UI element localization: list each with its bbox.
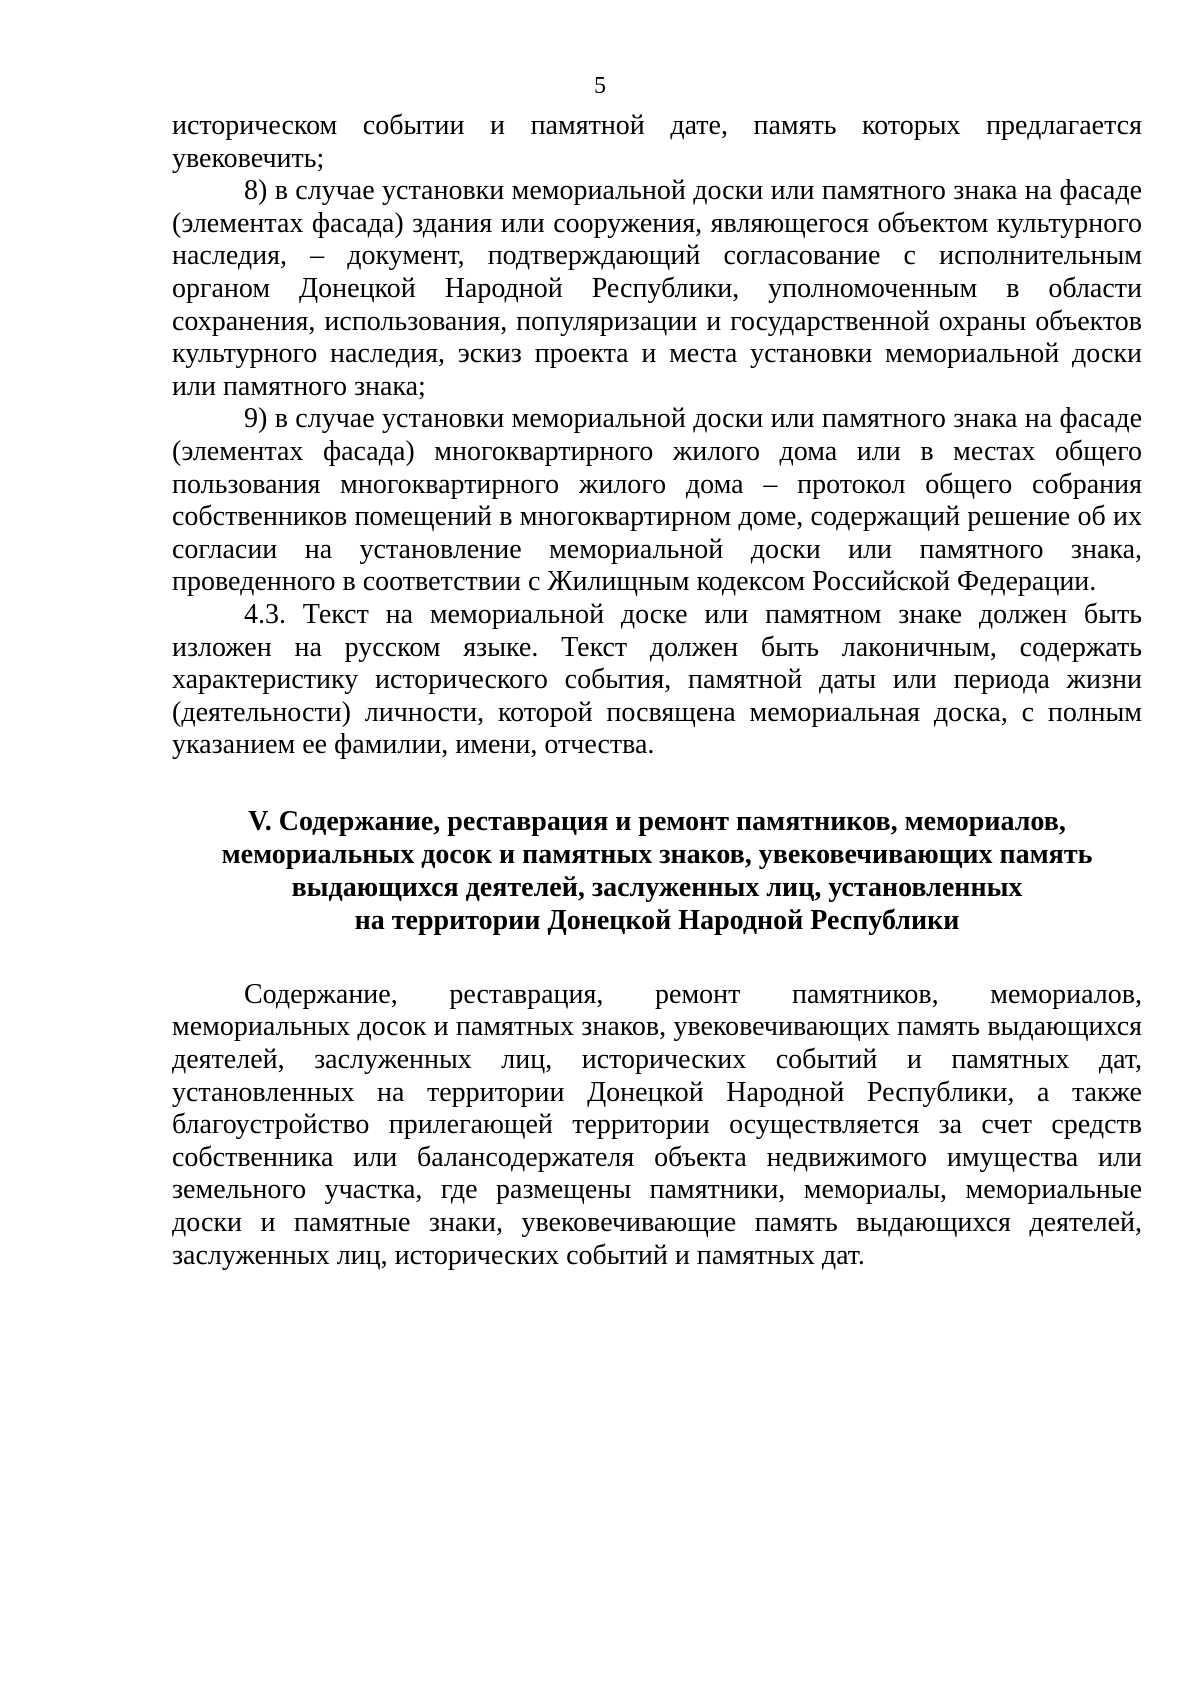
paragraph-item-8: 8) в случае установки мемориальной доски или памятного знака на фасаде (элементах фасада) здания или сооружения, являющегося объектом культурного наследия, – документ, подтверждающий согласование с исполнительным органом Донецкой Народной Республики, уполномоченным в области сохранения, использования, популяризации и государственной охраны объектов культурного наследия, эскиз проекта и места установки мемориальной доски или памятного знака;: [172, 175, 1142, 402]
paragraph-section-5: Содержание, реставрация, ремонт памятников, мемориалов, мемориальных досок и памятных знаков, увековечивающих память выдающихся деятелей, заслуженных лиц, исторических событий и памятных дат, установленных на территории Донецкой Народной Республики, а также благоустройство прилегающей территории осуществляется за счет средств собственника или балансодержателя объекта недвижимого имущества или земельного участка, где размещены памятники, мемориалы, мемориальные доски и памятные знаки, увековечивающие память выдающихся деятелей, заслуженных лиц, исторических событий и памятных дат.: [172, 978, 1142, 1271]
paragraph-clause-4-3: 4.3. Текст на мемориальной доске или памятном знаке должен быть изложен на русском языке. Текст должен быть лаконичным, содержать характеристику исторического события, памятной даты или периода жизни (деятельности) личности, которой посвящена мемориальная доска, с полным указанием ее фамилии, имени, отчества.: [172, 598, 1142, 761]
section-heading-line: на территории Донецкой Народной Республики: [354, 904, 960, 936]
section-heading-line: V. Содержание, реставрация и ремонт памятников, мемориалов,: [248, 805, 1066, 837]
page-number: 5: [594, 73, 606, 99]
section-heading: [172, 805, 1142, 937]
paragraph-item-9: 9) в случае установки мемориальной доски или памятного знака на фасаде (элементах фасада) многоквартирного жилого дома или в местах общего пользования многоквартирного жилого дома – протокол общего собрания собственников помещений в многоквартирном доме, содержащий решение об их согласии на установление мемориальной доски или памятного знака, проведенного в соответствии с Жилищным кодексом Российской Федерации.: [172, 403, 1142, 598]
section-heading-line: мемориальных досок и памятных знаков, увековечивающих память: [221, 838, 1093, 870]
document-body: [172, 110, 1142, 1272]
paragraph-continuation: историческом событии и памятной дате, память которых предлагается увековечить;: [172, 110, 1142, 174]
section-heading-line: выдающихся деятелей, заслуженных лиц, установленных: [291, 871, 1023, 903]
